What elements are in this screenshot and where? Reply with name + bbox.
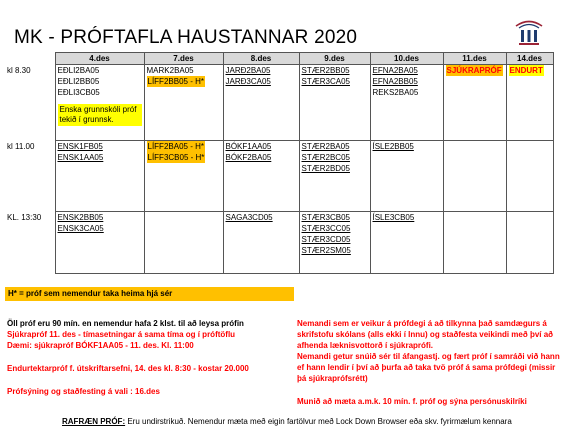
electronic-exam-text: Eru undirstrikuð. Nemendur mæta með eigin fartölvur með Lock Down Browser eða skv. fyrirmælum kennara: [125, 417, 512, 426]
cell: [144, 141, 223, 212]
cell: [144, 65, 223, 141]
exam-entry: STÆR3CD05: [301, 235, 351, 244]
cell: [55, 65, 144, 141]
time-label: kl 8.30: [7, 65, 31, 75]
cell: [299, 212, 370, 274]
day-header: 9.des: [299, 53, 370, 65]
day-header: 8.des: [223, 53, 299, 65]
day-header: 7.des: [144, 53, 223, 65]
exam-entry: MARK2BA05: [146, 66, 194, 75]
slot-row-midday: [5, 141, 553, 212]
cell: [299, 65, 370, 141]
electronic-exam-note: [62, 417, 512, 426]
header-corner: [5, 53, 55, 65]
exam-entry: STÆR2BB05: [301, 66, 350, 75]
exam-entry: STÆR3CB05: [301, 213, 350, 222]
exam-entry: EFNA2BA05: [372, 66, 418, 75]
cell: [223, 141, 299, 212]
exam-entry: STÆR2BA05: [301, 142, 350, 151]
day-header: 14.des: [506, 53, 553, 65]
time-label: KL. 13:30: [7, 212, 42, 222]
day-header: 10.des: [370, 53, 443, 65]
exam-entry: ENSK2BB05: [57, 213, 104, 222]
cell: [223, 212, 299, 274]
school-logo-icon: [513, 16, 545, 48]
cell: [299, 141, 370, 212]
cell: [223, 65, 299, 141]
note-illness: Nemandi sem er veikur á prófdegi á að tilkynna það samdægurs á skrifstofu skólans (alls ekki í Innu) og staðfesta veikindi með því að afhenda læknisvottorð í sjúkraprófi.: [297, 319, 554, 350]
cell: [144, 212, 223, 274]
exam-entry: ÍSLE3CB05: [372, 213, 415, 222]
note-example: Dæmi: sjúkrapróf BÓKF1AA05 - 11. des. Kl. 11:00: [7, 341, 194, 350]
header-row: [5, 53, 553, 65]
retake-label: ENDURT: [509, 66, 543, 75]
exam-entry: STÆR2SM05: [301, 246, 351, 255]
slot-row-morning: [5, 65, 553, 141]
exam-schedule-table: [5, 52, 554, 274]
cell: [506, 212, 553, 274]
cell: [370, 65, 443, 141]
exam-entry: EÐLI2BB05: [57, 77, 100, 86]
home-exam-entry: LÍFF2BA05 - H*: [147, 142, 204, 151]
exam-entry: SAGA3CD05: [225, 213, 273, 222]
day-header: 11.des: [443, 53, 506, 65]
sick-exam-label: SJÚKRAPRÓF: [446, 66, 502, 75]
page-title: MK - PRÓFTAFLA HAUSTANNAR 2020: [14, 27, 358, 48]
sickness-rules-notes: [297, 318, 562, 407]
exam-entry: EÐLI3CB05: [57, 88, 100, 97]
note-retake: Endurtektarpróf f. útskriftarsefni, 14. des kl. 8:30 - kostar 20.000: [7, 364, 249, 373]
home-exam-entry: LÍFF3CB05 - H*: [147, 153, 205, 162]
cell: [443, 212, 506, 274]
cell: [370, 212, 443, 274]
cell: [55, 141, 144, 212]
cell: [443, 65, 506, 141]
exam-entry: EÐLI2BA05: [57, 66, 100, 75]
exam-entry: ENSK1FB05: [57, 142, 103, 151]
cell: [370, 141, 443, 212]
exam-entry: ENSK3CA05: [57, 224, 104, 233]
exam-entry: STÆR3CA05: [301, 77, 350, 86]
home-exam-legend: H* = próf sem nemendur taka heima hjá sér: [5, 287, 294, 301]
exam-entry: STÆR3CC05: [301, 224, 351, 233]
exam-entry: JARÐ2BA05: [225, 66, 271, 75]
electronic-exam-label: RAFRÆN PRÓF:: [62, 417, 126, 426]
exam-entry: STÆR2BC05: [301, 153, 350, 162]
note-duration: Öll próf eru 90 mín. en nemendur hafa 2 klst. til að leysa prófin: [7, 319, 244, 328]
note-conflict: Nemandi getur snúið sér til áfangastj. og fært próf í samráði við hann ef hann lendir í því að þurfa að taka tvö próf á sama prófdegi (missir þá sjúkraprófsrétt): [297, 352, 560, 383]
day-header: 4.des: [55, 53, 144, 65]
note-arrival: Munið að mæta a.m.k. 10 mín. f. próf og sýna persónuskilríki: [297, 397, 527, 406]
exam-entry: REKS2BA05: [372, 88, 419, 97]
exam-entry: STÆR2BD05: [301, 164, 350, 173]
exam-entry: BÓKF1AA05: [225, 142, 272, 151]
exam-rules-notes: [7, 318, 297, 397]
cell: [55, 212, 144, 274]
cell: [506, 65, 553, 141]
note-sick-exam: Sjúkrapróf 11. des - tímasetningar á sama tíma og í próftöflu: [7, 330, 236, 339]
note-review: Prófsýning og staðfesting á vali : 16.des: [7, 387, 160, 396]
exam-entry: JARÐ3CA05: [225, 77, 271, 86]
cell: [506, 141, 553, 212]
cell: [443, 141, 506, 212]
exam-entry: BÓKF2BA05: [225, 153, 272, 162]
english-note: Enska grunnskóli próf tekið í grunnsk.: [58, 104, 142, 126]
exam-entry: ENSK1AA05: [57, 153, 104, 162]
time-label: kl 11.00: [7, 141, 35, 151]
exam-entry: ÍSLE2BB05: [372, 142, 414, 151]
slot-row-afternoon: [5, 212, 553, 274]
home-exam-entry: LÍFF2BB05 - H*: [147, 77, 204, 86]
exam-entry: EFNA2BB05: [372, 77, 418, 86]
